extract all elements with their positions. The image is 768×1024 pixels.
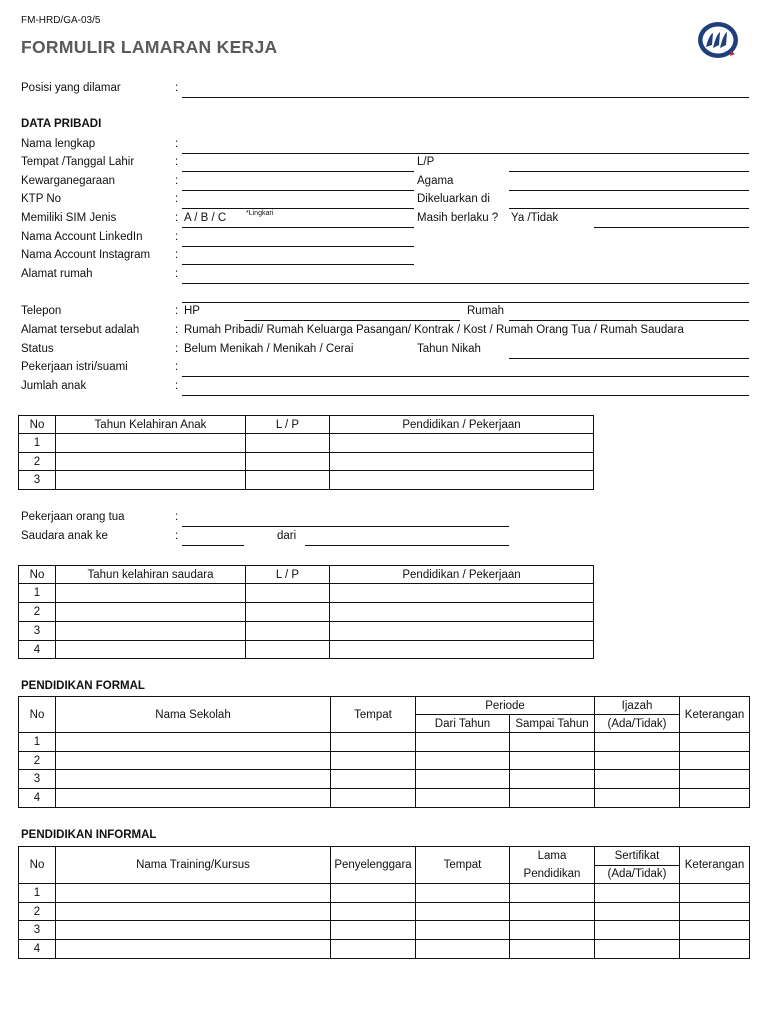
col-header-notes: Keterangan — [680, 847, 750, 884]
form-title: FORMULIR LAMARAN KERJA — [21, 37, 278, 57]
table-cell[interactable] — [330, 622, 594, 641]
table-cell[interactable] — [510, 733, 595, 752]
row-number: 4 — [19, 641, 56, 659]
table-cell[interactable] — [510, 770, 595, 789]
ktp-input[interactable] — [182, 208, 414, 209]
table-cell[interactable] — [246, 584, 330, 603]
colon: : — [175, 156, 179, 168]
colon: : — [175, 249, 179, 261]
religion-input[interactable] — [509, 190, 749, 191]
table-header-row — [19, 566, 594, 584]
colon: : — [175, 530, 179, 542]
colon: : — [175, 343, 179, 355]
instagram-label: Nama Account Instagram — [21, 249, 151, 261]
gender-input[interactable] — [509, 171, 749, 172]
colon: : — [175, 212, 179, 224]
table-cell[interactable] — [595, 789, 680, 808]
col-header-period: Periode — [416, 697, 595, 715]
colon: : — [175, 231, 179, 243]
hp-label: HP — [184, 305, 200, 317]
table-cell[interactable] — [595, 770, 680, 789]
status-label: Status — [21, 343, 54, 355]
table-cell[interactable] — [56, 884, 331, 903]
sim-note: *Lingkari — [246, 210, 274, 217]
religion-label: Agama — [417, 175, 454, 187]
table-cell[interactable] — [416, 903, 510, 921]
position-input[interactable] — [182, 97, 749, 98]
table-cell[interactable] — [330, 603, 594, 622]
siblings-table — [18, 565, 594, 659]
table-cell[interactable] — [416, 770, 510, 789]
informal-education-table — [18, 846, 750, 959]
issued-in-input[interactable] — [509, 208, 749, 209]
col-header-duration — [510, 847, 595, 884]
parent-job-label: Pekerjaan orang tua — [21, 511, 125, 523]
row-number: 3 — [19, 471, 56, 490]
table-cell[interactable] — [510, 940, 595, 959]
table-row — [19, 770, 750, 789]
colon: : — [175, 82, 179, 94]
address-input-line1[interactable] — [182, 283, 749, 284]
marriage-year-input[interactable] — [509, 358, 749, 359]
table-row — [19, 752, 750, 770]
table-cell[interactable] — [680, 940, 750, 959]
sibling-order-input[interactable] — [182, 545, 244, 546]
col-header-duration-line1: Lama — [537, 850, 567, 862]
table-cell[interactable] — [331, 770, 416, 789]
position-label: Posisi yang dilamar — [21, 82, 121, 94]
colon: : — [175, 380, 179, 392]
sibling-total-input[interactable] — [305, 545, 509, 546]
col-header-certificate-sub: (Ada/Tidak) — [595, 865, 680, 884]
children-count-label: Jumlah anak — [21, 380, 87, 392]
section-heading-formal-education: PENDIDIKAN FORMAL — [21, 680, 145, 692]
table-cell[interactable] — [416, 789, 510, 808]
table-header-row — [19, 847, 750, 866]
col-header-duration-line2: Pendidikan — [523, 868, 581, 880]
birth-input[interactable] — [182, 171, 414, 172]
table-cell[interactable] — [56, 921, 331, 940]
col-header-certificate-sub: (Ada/Tidak) — [595, 715, 680, 733]
table-cell[interactable] — [56, 789, 331, 808]
table-cell[interactable] — [56, 622, 246, 641]
children-table — [18, 415, 594, 490]
col-header-sibling-birth-year: Tahun kelahiran saudara — [56, 566, 246, 584]
row-number: 3 — [19, 622, 56, 641]
col-header-no: No — [19, 566, 56, 584]
sibling-of-label: dari — [277, 530, 297, 542]
linkedin-label: Nama Account LinkedIn — [21, 231, 143, 243]
table-row — [19, 434, 594, 453]
table-cell[interactable] — [680, 921, 750, 940]
col-header-education-job: Pendidikan / Pekerjaan — [330, 566, 594, 584]
table-cell[interactable] — [510, 884, 595, 903]
children-count-input[interactable] — [182, 395, 749, 396]
col-header-notes: Keterangan — [680, 697, 750, 733]
table-header-row — [19, 416, 594, 434]
valid-input[interactable] — [594, 227, 749, 228]
home-phone-input[interactable] — [509, 320, 749, 321]
colon: : — [175, 361, 179, 373]
parent-job-input[interactable] — [182, 526, 509, 527]
address-type-label: Alamat tersebut adalah — [21, 324, 140, 336]
sibling-order-label: Saudara anak ke — [21, 530, 108, 542]
table-cell[interactable] — [510, 921, 595, 940]
table-cell[interactable] — [56, 434, 246, 453]
address-type-options[interactable]: Rumah Pribadi/ Rumah Keluarga Pasangan/ Kontrak / Kost / Rumah Orang Tua / Rumah Saudara — [184, 324, 684, 336]
table-cell[interactable] — [680, 733, 750, 752]
table-cell[interactable] — [416, 884, 510, 903]
col-header-organizer: Penyelenggara — [331, 847, 416, 884]
phone-label: Telepon — [21, 305, 62, 317]
table-cell[interactable] — [416, 921, 510, 940]
valid-label: Masih berlaku ? — [417, 212, 499, 224]
table-row — [19, 584, 594, 603]
table-cell[interactable] — [680, 770, 750, 789]
formal-education-table — [18, 696, 750, 808]
col-header-no: No — [19, 847, 56, 884]
colon: : — [175, 324, 179, 336]
ktp-label: KTP No — [21, 193, 62, 205]
sim-input[interactable] — [182, 227, 414, 228]
company-logo-icon — [697, 21, 739, 59]
table-row — [19, 471, 594, 490]
table-cell[interactable] — [246, 603, 330, 622]
hp-input[interactable] — [244, 320, 460, 321]
table-cell[interactable] — [56, 940, 331, 959]
table-row — [19, 884, 750, 903]
col-header-to-year: Sampai Tahun — [510, 715, 595, 733]
colon: : — [175, 175, 179, 187]
row-number: 1 — [19, 434, 56, 453]
table-row — [19, 789, 750, 808]
table-cell[interactable] — [331, 921, 416, 940]
table-cell[interactable] — [56, 903, 331, 921]
table-row — [19, 733, 750, 752]
spouse-job-label: Pekerjaan istri/suami — [21, 361, 128, 373]
table-cell[interactable] — [56, 641, 246, 659]
table-cell[interactable] — [680, 752, 750, 770]
table-cell[interactable] — [595, 884, 680, 903]
spouse-job-input[interactable] — [182, 376, 749, 377]
section-heading-personal: DATA PRIBADI — [21, 118, 102, 130]
table-cell[interactable] — [416, 940, 510, 959]
col-header-no: No — [19, 416, 56, 434]
citizenship-input[interactable] — [182, 190, 414, 191]
table-cell[interactable] — [416, 733, 510, 752]
citizenship-label: Kewarganegaraan — [21, 175, 115, 187]
table-cell[interactable] — [246, 471, 330, 490]
table-row — [19, 641, 594, 659]
row-number: 4 — [19, 789, 56, 808]
table-cell[interactable] — [595, 903, 680, 921]
linkedin-input[interactable] — [182, 246, 414, 247]
col-header-no: No — [19, 697, 56, 733]
row-number: 3 — [19, 921, 56, 940]
table-row — [19, 921, 750, 940]
valid-options[interactable]: Ya /Tidak — [511, 212, 559, 224]
table-cell[interactable] — [330, 471, 594, 490]
row-number: 2 — [19, 603, 56, 622]
table-cell[interactable] — [680, 884, 750, 903]
table-row — [19, 453, 594, 471]
table-cell[interactable] — [56, 453, 246, 471]
row-number: 2 — [19, 752, 56, 770]
table-cell[interactable] — [56, 733, 331, 752]
table-cell[interactable] — [510, 903, 595, 921]
table-cell[interactable] — [56, 752, 331, 770]
gender-label: L/P — [417, 156, 435, 168]
table-row — [19, 940, 750, 959]
table-header-row — [19, 697, 750, 715]
table-cell[interactable] — [331, 903, 416, 921]
table-cell[interactable] — [510, 789, 595, 808]
col-header-place: Tempat — [416, 847, 510, 884]
table-cell[interactable] — [595, 921, 680, 940]
table-row — [19, 603, 594, 622]
row-number: 4 — [19, 940, 56, 959]
col-header-certificate: Sertifikat — [595, 847, 680, 866]
table-cell[interactable] — [246, 453, 330, 471]
row-number: 2 — [19, 453, 56, 471]
table-cell[interactable] — [56, 584, 246, 603]
row-number: 1 — [19, 733, 56, 752]
row-number: 2 — [19, 903, 56, 921]
marriage-year-label: Tahun Nikah — [417, 343, 481, 355]
table-cell[interactable] — [595, 733, 680, 752]
table-cell[interactable] — [56, 471, 246, 490]
col-header-certificate: Ijazah — [595, 697, 680, 715]
sim-options[interactable]: A / B / C — [184, 212, 227, 224]
issued-in-label: Dikeluarkan di — [417, 193, 490, 205]
table-cell[interactable] — [331, 789, 416, 808]
sim-label: Memiliki SIM Jenis — [21, 212, 117, 224]
col-header-place: Tempat — [331, 697, 416, 733]
table-cell[interactable] — [246, 641, 330, 659]
home-phone-label: Rumah — [467, 305, 505, 317]
table-cell[interactable] — [595, 752, 680, 770]
form-code: FM-HRD/GA-03/5 — [21, 15, 101, 26]
col-header-gender: L / P — [246, 416, 330, 434]
instagram-input[interactable] — [182, 264, 414, 265]
table-cell[interactable] — [331, 884, 416, 903]
row-number: 1 — [19, 584, 56, 603]
birth-label: Tempat /Tanggal Lahir — [21, 156, 135, 168]
address-label: Alamat rumah — [21, 268, 93, 280]
col-header-education-job: Pendidikan / Pekerjaan — [330, 416, 594, 434]
table-cell[interactable] — [331, 940, 416, 959]
table-row — [19, 622, 594, 641]
table-cell[interactable] — [56, 770, 331, 789]
table-cell[interactable] — [331, 733, 416, 752]
full-name-input[interactable] — [182, 153, 749, 154]
table-row — [19, 903, 750, 921]
table-cell[interactable] — [416, 752, 510, 770]
colon: : — [175, 138, 179, 150]
address-input-line2[interactable] — [182, 302, 749, 303]
col-header-course-name: Nama Training/Kursus — [56, 847, 331, 884]
col-header-school-name: Nama Sekolah — [56, 697, 331, 733]
section-heading-informal-education: PENDIDIKAN INFORMAL — [21, 829, 157, 841]
colon: : — [175, 305, 179, 317]
table-cell[interactable] — [246, 434, 330, 453]
table-cell[interactable] — [330, 434, 594, 453]
table-cell[interactable] — [510, 752, 595, 770]
row-number: 1 — [19, 884, 56, 903]
table-cell[interactable] — [330, 584, 594, 603]
table-cell[interactable] — [56, 603, 246, 622]
table-cell[interactable] — [330, 641, 594, 659]
colon: : — [175, 193, 179, 205]
colon: : — [175, 268, 179, 280]
status-options[interactable]: Belum Menikah / Menikah / Cerai — [184, 343, 354, 355]
table-cell[interactable] — [330, 453, 594, 471]
col-header-from-year: Dari Tahun — [416, 715, 510, 733]
colon: : — [175, 511, 179, 523]
row-number: 3 — [19, 770, 56, 789]
col-header-gender: L / P — [246, 566, 330, 584]
table-cell[interactable] — [331, 752, 416, 770]
table-cell[interactable] — [680, 903, 750, 921]
table-cell[interactable] — [595, 940, 680, 959]
col-header-child-birth-year: Tahun Kelahiran Anak — [56, 416, 246, 434]
full-name-label: Nama lengkap — [21, 138, 96, 150]
table-cell[interactable] — [680, 789, 750, 808]
table-cell[interactable] — [246, 622, 330, 641]
